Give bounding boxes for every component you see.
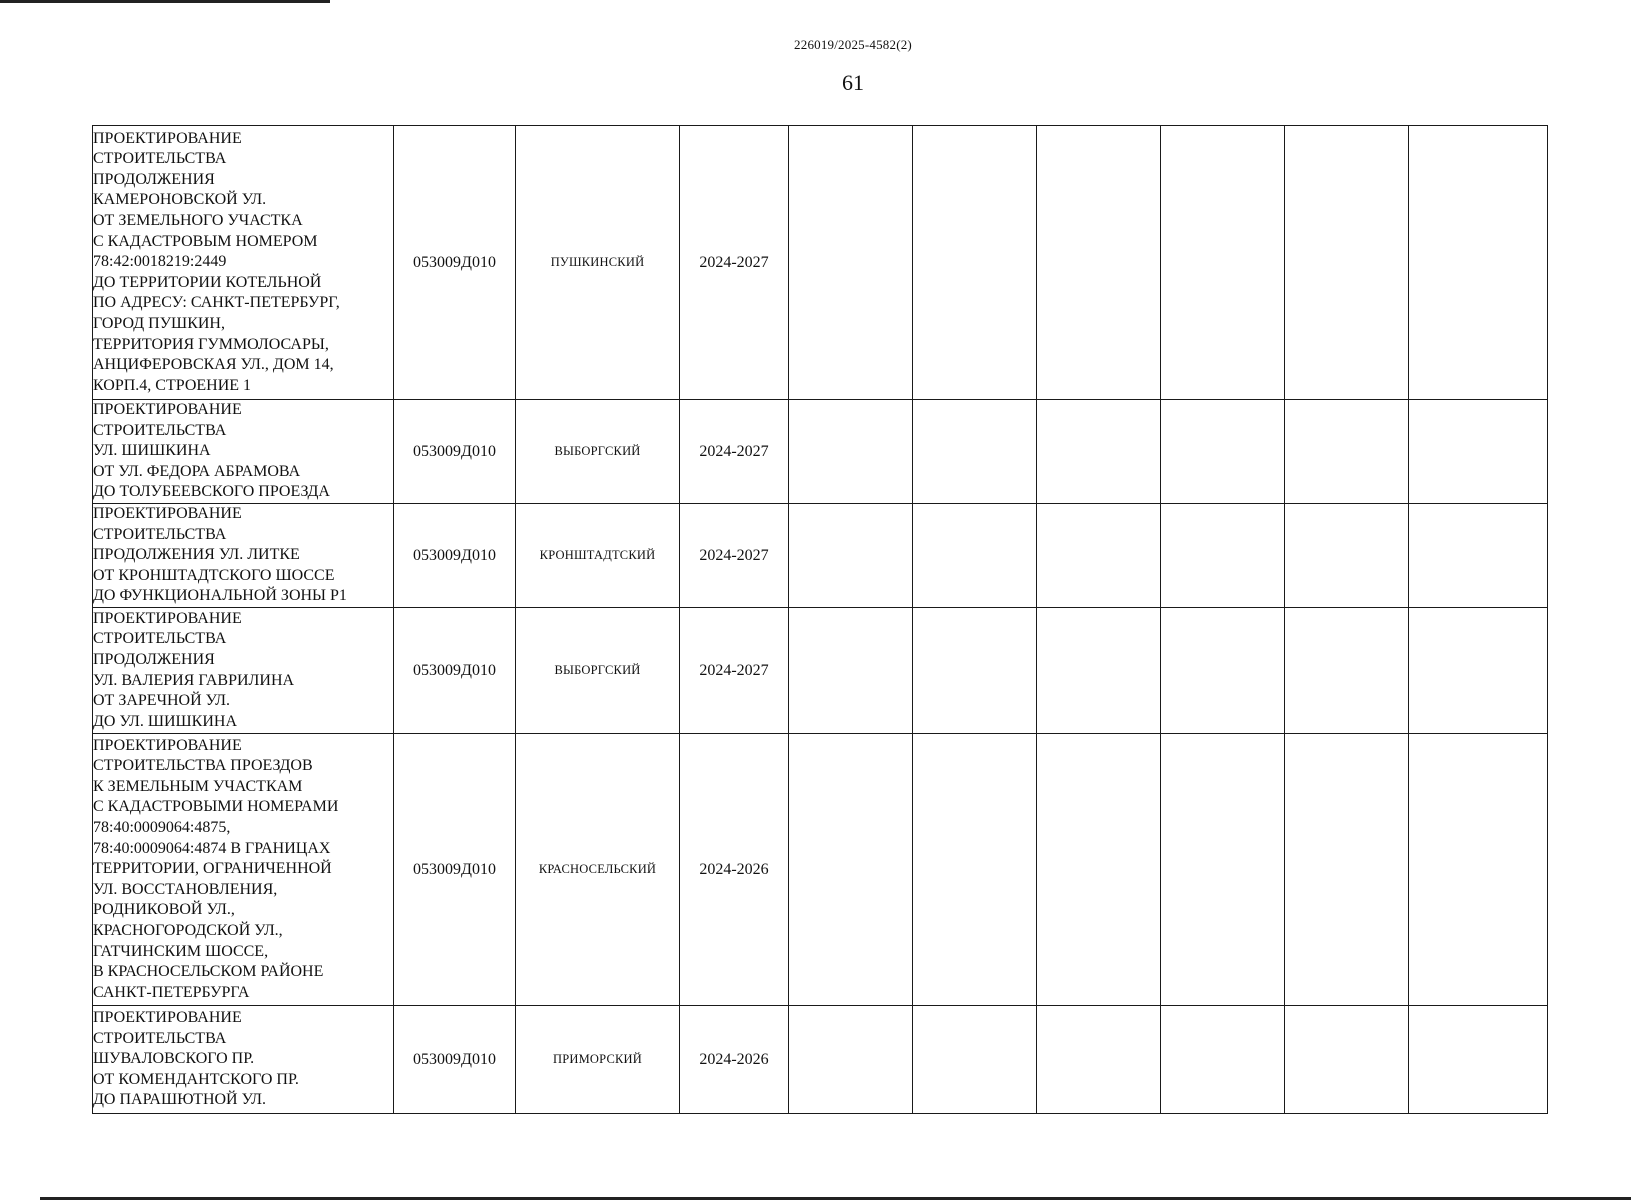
project-name-line: АНЦИФЕРОВСКАЯ УЛ., ДОМ 14, bbox=[93, 356, 334, 374]
project-name-line: КОРП.4, СТРОЕНИЕ 1 bbox=[93, 376, 252, 394]
period-cell: 2024-2026 bbox=[680, 1006, 789, 1114]
project-name-line: ОТ ЗАРЕЧНОЙ УЛ. bbox=[93, 692, 231, 710]
table-row bbox=[93, 1006, 1548, 1114]
project-name-cell bbox=[93, 504, 394, 608]
empty-value-cell bbox=[1285, 734, 1409, 1006]
empty-value-cell bbox=[1037, 400, 1161, 504]
period-cell: 2024-2026 bbox=[680, 734, 789, 1006]
project-name-line: ПРОДОЛЖЕНИЯ bbox=[93, 170, 215, 188]
project-name-line: ОТ УЛ. ФЕДОРА АБРАМОВА bbox=[93, 462, 301, 480]
project-name-line: ДО УЛ. ШИШКИНА bbox=[93, 712, 238, 730]
empty-value-cell bbox=[1161, 1006, 1285, 1114]
project-name-line: ПРОЕКТИРОВАНИЕ bbox=[93, 401, 242, 419]
empty-value-cell bbox=[1161, 504, 1285, 608]
project-name-line: ДО ФУНКЦИОНАЛЬНОЙ ЗОНЫ Р1 bbox=[93, 587, 347, 605]
empty-value-cell bbox=[1037, 608, 1161, 734]
empty-value-cell bbox=[913, 126, 1037, 400]
project-name-line: 78:40:0009064:4874 В ГРАНИЦАХ bbox=[93, 839, 331, 857]
project-name-line: С КАДАСТРОВЫМ НОМЕРОМ bbox=[93, 232, 318, 250]
project-name-line: СТРОИТЕЛЬСТВА bbox=[93, 150, 227, 168]
budget-code-cell: 053009Д010 bbox=[394, 608, 516, 734]
empty-value-cell bbox=[789, 504, 913, 608]
project-name-cell bbox=[93, 734, 394, 1006]
project-name-line: СТРОИТЕЛЬСТВА bbox=[93, 1029, 227, 1047]
table-body bbox=[93, 126, 1548, 1114]
page-number: 61 bbox=[842, 70, 864, 95]
period-cell: 2024-2027 bbox=[680, 126, 789, 400]
project-name-line: ПРОЕКТИРОВАНИЕ bbox=[93, 505, 242, 523]
project-name-line: ДО ТОЛУБЕЕВСКОГО ПРОЕЗДА bbox=[93, 483, 330, 501]
project-name-cell bbox=[93, 1006, 394, 1114]
period-cell: 2024-2027 bbox=[680, 400, 789, 504]
empty-value-cell bbox=[1037, 734, 1161, 1006]
project-name-cell bbox=[93, 608, 394, 734]
table-row bbox=[93, 400, 1548, 504]
project-name-line: ГОРОД ПУШКИН, bbox=[93, 314, 225, 332]
budget-code-cell: 053009Д010 bbox=[394, 400, 516, 504]
project-name-line: СТРОИТЕЛЬСТВА ПРОЕЗДОВ bbox=[93, 757, 313, 775]
project-name-line: ОТ КОМЕНДАНТСКОГО ПР. bbox=[93, 1070, 299, 1088]
district-cell: КРАСНОСЕЛЬСКИЙ bbox=[516, 734, 680, 1006]
district-cell: ВЫБОРГСКИЙ bbox=[516, 400, 680, 504]
project-name-line: 78:42:0018219:2449 bbox=[93, 253, 227, 271]
projects-table bbox=[92, 125, 1548, 1114]
project-name-line: ГАТЧИНСКИМ ШОССЕ, bbox=[93, 942, 269, 960]
project-name-line: ПРОДОЛЖЕНИЯ bbox=[93, 650, 215, 668]
project-name-line: ДО ТЕРРИТОРИИ КОТЕЛЬНОЙ bbox=[93, 273, 322, 291]
project-name-line: САНКТ-ПЕТЕРБУРГА bbox=[93, 983, 250, 1001]
empty-value-cell bbox=[913, 1006, 1037, 1114]
empty-value-cell bbox=[913, 504, 1037, 608]
empty-value-cell bbox=[1409, 400, 1548, 504]
empty-value-cell bbox=[1285, 608, 1409, 734]
empty-value-cell bbox=[1409, 504, 1548, 608]
empty-value-cell bbox=[913, 400, 1037, 504]
project-name-line: К ЗЕМЕЛЬНЫМ УЧАСТКАМ bbox=[93, 777, 303, 795]
project-name-line: ТЕРРИТОРИЯ ГУММОЛОСАРЫ, bbox=[93, 335, 329, 353]
scan-top-edge bbox=[0, 0, 330, 3]
project-name-line: ТЕРРИТОРИИ, ОГРАНИЧЕННОЙ bbox=[93, 860, 332, 878]
project-name-line: ПРОЕКТИРОВАНИЕ bbox=[93, 736, 242, 754]
project-name-line: ПО АДРЕСУ: САНКТ-ПЕТЕРБУРГ, bbox=[93, 294, 340, 312]
empty-value-cell bbox=[1409, 126, 1548, 400]
project-name-line: ШУВАЛОВСКОГО ПР. bbox=[93, 1050, 255, 1068]
district-cell: ПУШКИНСКИЙ bbox=[516, 126, 680, 400]
empty-value-cell bbox=[1161, 734, 1285, 1006]
empty-value-cell bbox=[913, 608, 1037, 734]
empty-value-cell bbox=[1409, 734, 1548, 1006]
project-name-cell bbox=[93, 400, 394, 504]
empty-value-cell bbox=[1161, 126, 1285, 400]
project-name-cell bbox=[93, 126, 394, 400]
project-name-line: ДО ПАРАШЮТНОЙ УЛ. bbox=[93, 1091, 266, 1109]
empty-value-cell bbox=[1037, 1006, 1161, 1114]
project-name-line: СТРОИТЕЛЬСТВА bbox=[93, 421, 227, 439]
project-name-line: СТРОИТЕЛЬСТВА bbox=[93, 525, 227, 543]
empty-value-cell bbox=[1161, 400, 1285, 504]
period-cell: 2024-2027 bbox=[680, 608, 789, 734]
project-name-line: 78:40:0009064:4875, bbox=[93, 819, 231, 837]
empty-value-cell bbox=[1285, 1006, 1409, 1114]
empty-value-cell bbox=[1285, 126, 1409, 400]
district-cell: ПРИМОРСКИЙ bbox=[516, 1006, 680, 1114]
budget-code-cell: 053009Д010 bbox=[394, 1006, 516, 1114]
project-name-line: СТРОИТЕЛЬСТВА bbox=[93, 630, 227, 648]
period-cell: 2024-2027 bbox=[680, 504, 789, 608]
project-name-line: ОТ ЗЕМЕЛЬНОГО УЧАСТКА bbox=[93, 212, 303, 230]
empty-value-cell bbox=[789, 608, 913, 734]
project-name-line: ПРОДОЛЖЕНИЯ УЛ. ЛИТКЕ bbox=[93, 546, 300, 564]
table-row bbox=[93, 126, 1548, 400]
empty-value-cell bbox=[1285, 400, 1409, 504]
budget-code-cell: 053009Д010 bbox=[394, 126, 516, 400]
project-name-line: УЛ. ВОССТАНОВЛЕНИЯ, bbox=[93, 880, 278, 898]
document-number: 226019/2025-4582(2) bbox=[794, 37, 912, 52]
empty-value-cell bbox=[1409, 608, 1548, 734]
empty-value-cell bbox=[1037, 504, 1161, 608]
project-name-line: КАМЕРОНОВСКОЙ УЛ. bbox=[93, 191, 267, 209]
empty-value-cell bbox=[789, 734, 913, 1006]
table-row bbox=[93, 608, 1548, 734]
project-name-line: РОДНИКОВОЙ УЛ., bbox=[93, 901, 235, 919]
project-name-line: ПРОЕКТИРОВАНИЕ bbox=[93, 129, 242, 147]
empty-value-cell bbox=[1409, 1006, 1548, 1114]
project-name-line: УЛ. ШИШКИНА bbox=[93, 442, 211, 460]
table-row bbox=[93, 504, 1548, 608]
empty-value-cell bbox=[1037, 126, 1161, 400]
project-name-line: В КРАСНОСЕЛЬСКОМ РАЙОНЕ bbox=[93, 963, 324, 981]
empty-value-cell bbox=[789, 400, 913, 504]
empty-value-cell bbox=[789, 126, 913, 400]
empty-value-cell bbox=[1285, 504, 1409, 608]
project-name-line: ПРОЕКТИРОВАНИЕ bbox=[93, 1009, 242, 1027]
project-name-line: УЛ. ВАЛЕРИЯ ГАВРИЛИНА bbox=[93, 671, 295, 689]
empty-value-cell bbox=[913, 734, 1037, 1006]
district-cell: КРОНШТАДТСКИЙ bbox=[516, 504, 680, 608]
budget-code-cell: 053009Д010 bbox=[394, 504, 516, 608]
project-name-line: КРАСНОГОРОДСКОЙ УЛ., bbox=[93, 921, 283, 939]
district-cell: ВЫБОРГСКИЙ bbox=[516, 608, 680, 734]
empty-value-cell bbox=[1161, 608, 1285, 734]
empty-value-cell bbox=[789, 1006, 913, 1114]
project-name-line: ПРОЕКТИРОВАНИЕ bbox=[93, 609, 242, 627]
project-name-line: С КАДАСТРОВЫМИ НОМЕРАМИ bbox=[93, 798, 339, 816]
budget-code-cell: 053009Д010 bbox=[394, 734, 516, 1006]
table-row bbox=[93, 734, 1548, 1006]
project-name-line: ОТ КРОНШТАДТСКОГО ШОССЕ bbox=[93, 566, 335, 584]
